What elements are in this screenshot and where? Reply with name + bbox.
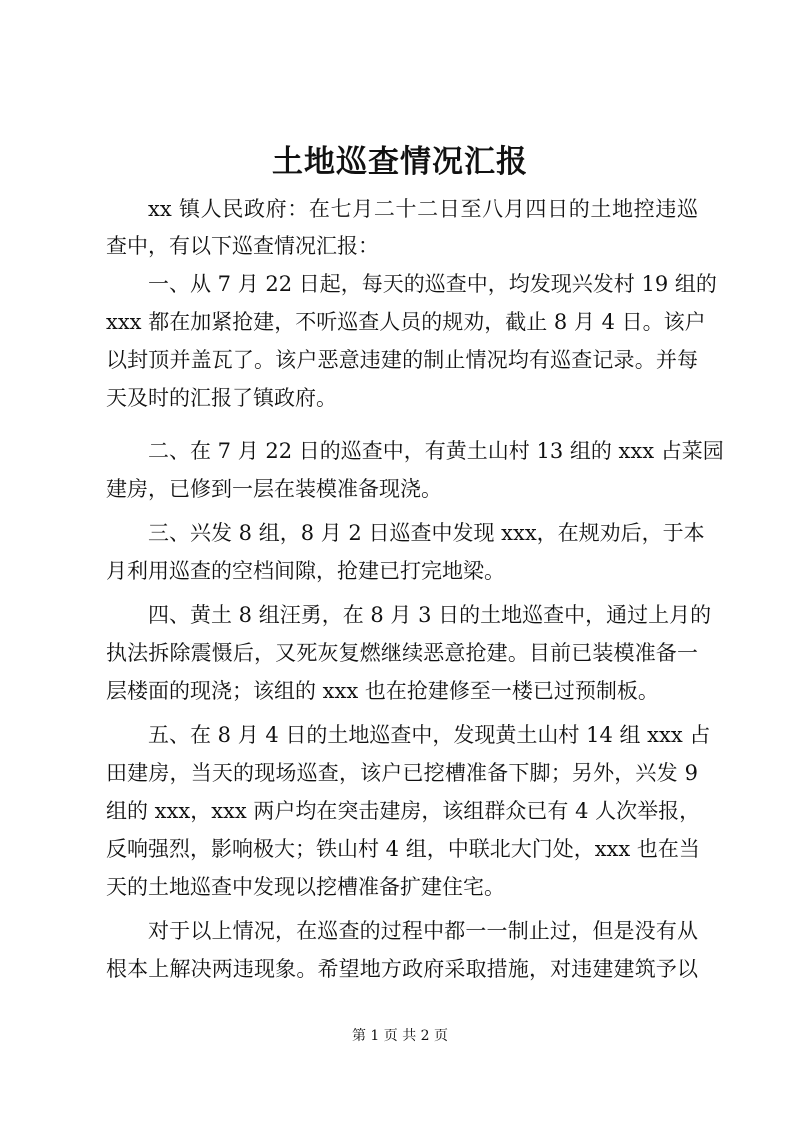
document-title: 土地巡查情况汇报 [272,144,528,180]
body-line: 田建房，当天的现场巡查，该户已挖槽准备下脚；另外，兴发 9 [106,761,698,785]
body-line: 对于以上情况，在巡查的过程中都一一制止过，但是没有从 [148,919,698,943]
page-number: 第 1 页 共 2 页 [351,1028,449,1044]
body-line: 反响强烈，影响极大；铁山村 4 组，中联北大门处，xxx 也在当 [106,837,700,861]
body-line: 层楼面的现浇；该组的 xxx 也在抢建修至一楼已过预制板。 [106,679,659,703]
body-line: 二、在 7 月 22 日的巡查中，有黄土山村 13 组的 xxx 占菜园 [148,439,724,463]
body-line: 月利用巡查的空档间隙，抢建已打完地梁。 [106,559,505,583]
body-line: 三、兴发 8 组，8 月 2 日巡查中发现 xxx，在规劝后，于本 [148,521,705,545]
body-line: 查中，有以下巡查情况汇报： [106,234,379,258]
body-line: 执法拆除震慑后，又死灰复燃继续恶意抢建。目前已装模准备一 [106,641,698,665]
body-line: 天的土地巡查中发现以挖槽准备扩建住宅。 [106,875,505,899]
body-line: 四、黄土 8 组汪勇，在 8 月 3 日的土地巡查中，通过上月的 [148,603,712,627]
body-line: 以封顶并盖瓦了。该户恶意违建的制止情况均有巡查记录。并每 [106,348,698,372]
body-line: 一、从 7 月 22 日起，每天的巡查中，均发现兴发村 19 组的 [148,272,717,296]
body-line: 五、在 8 月 4 日的土地巡查中，发现黄土山村 14 组 xxx 占 [148,723,711,747]
body-line: 建房，已修到一层在装模准备现浇。 [106,477,442,501]
body-line: 天及时的汇报了镇政府。 [106,386,337,410]
body-line: xx 镇人民政府：在七月二十二日至八月四日的土地控违巡 [148,197,698,221]
body-line: 根本上解决两违现象。希望地方政府采取措施，对违建建筑予以 [106,957,698,981]
body-line: 组的 xxx，xxx 两户均在突击建房，该组群众已有 4 人次举报， [106,799,701,823]
body-line: xxx 都在加紧抢建，不听巡查人员的规劝，截止 8 月 4 日。该户 [106,310,706,334]
